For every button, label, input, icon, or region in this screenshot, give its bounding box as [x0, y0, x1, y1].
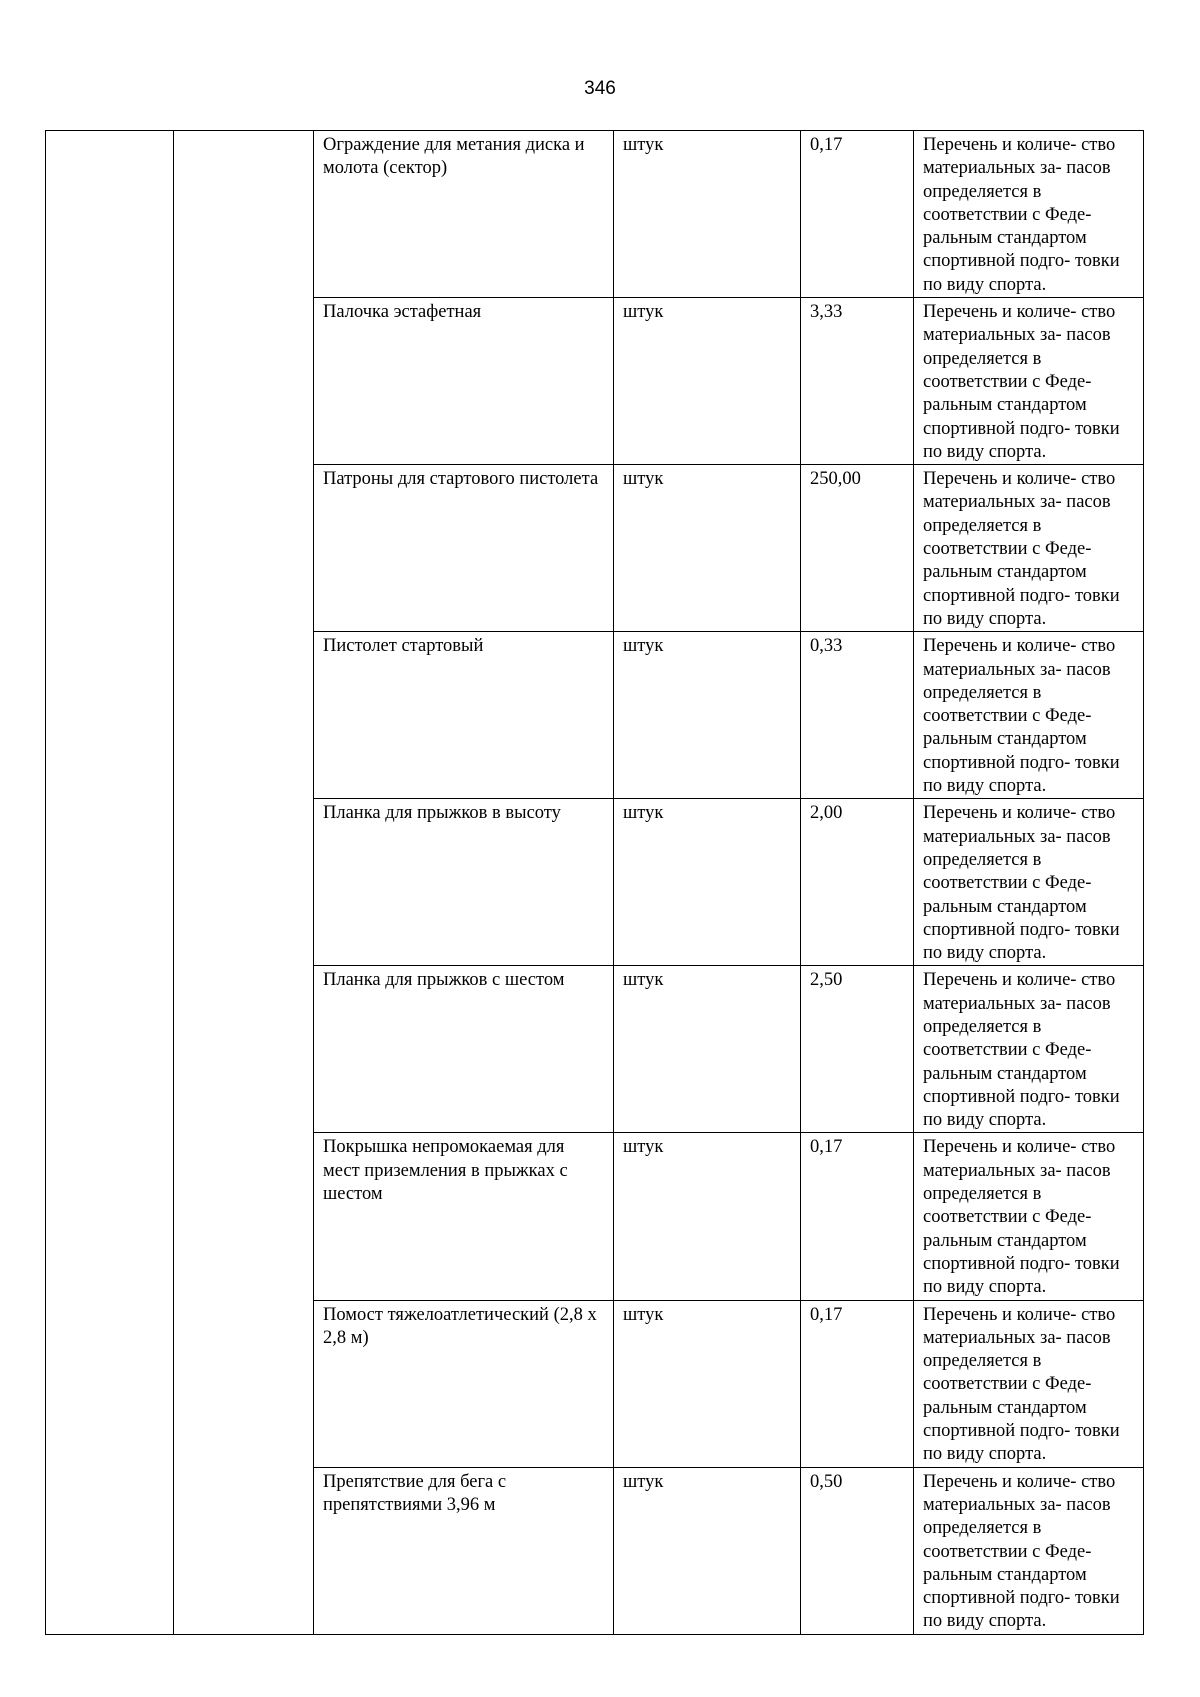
item-note-cell: Перечень и количе- ство материальных за- пасов определяется в соответствии с Феде- ральным стандартом спортивной подго- товки по виду спорта.: [914, 799, 1144, 966]
item-quantity-cell: 0,17: [801, 1300, 914, 1467]
item-name-cell: Препятствие для бега с препятствиями 3,96 м: [314, 1467, 614, 1634]
item-quantity-cell: 3,33: [801, 298, 914, 465]
item-name-cell: Пистолет стартовый: [314, 632, 614, 799]
item-unit-cell: штук: [614, 131, 801, 298]
table-row: [46, 131, 1144, 298]
item-quantity-cell: 0,33: [801, 632, 914, 799]
item-unit-cell: штук: [614, 632, 801, 799]
item-name-cell: Планка для прыжков с шестом: [314, 966, 614, 1133]
item-quantity-cell: 0,17: [801, 1133, 914, 1300]
item-note-cell: Перечень и количе- ство материальных за- пасов определяется в соответствии с Феде- ральным стандартом спортивной подго- товки по виду спорта.: [914, 1300, 1144, 1467]
item-name-cell: Палочка эстафетная: [314, 298, 614, 465]
merged-empty-cell-1: [46, 131, 174, 1635]
page-number: 346: [584, 78, 616, 99]
item-note-cell: Перечень и количе- ство материальных за- пасов определяется в соответствии с Феде- ральным стандартом спортивной подго- товки по виду спорта.: [914, 632, 1144, 799]
item-unit-cell: штук: [614, 298, 801, 465]
equipment-table: [45, 130, 1144, 1635]
item-name-cell: Ограждение для метания диска и молота (сектор): [314, 131, 614, 298]
item-unit-cell: штук: [614, 799, 801, 966]
table-body: [46, 131, 1144, 1635]
item-note-cell: Перечень и количе- ство материальных за- пасов определяется в соответствии с Феде- ральным стандартом спортивной подго- товки по виду спорта.: [914, 966, 1144, 1133]
merged-empty-cell-2: [174, 131, 314, 1635]
item-unit-cell: штук: [614, 1133, 801, 1300]
item-quantity-cell: 2,00: [801, 799, 914, 966]
item-quantity-cell: 250,00: [801, 465, 914, 632]
item-name-cell: Покрышка непромокаемая для мест приземления в прыжках с шестом: [314, 1133, 614, 1300]
item-unit-cell: штук: [614, 465, 801, 632]
item-unit-cell: штук: [614, 966, 801, 1133]
item-note-cell: Перечень и количе- ство материальных за- пасов определяется в соответствии с Феде- ральным стандартом спортивной подго- товки по виду спорта.: [914, 1133, 1144, 1300]
item-unit-cell: штук: [614, 1300, 801, 1467]
item-name-cell: Планка для прыжков в высоту: [314, 799, 614, 966]
item-name-cell: Патроны для стартового пистолета: [314, 465, 614, 632]
item-note-cell: Перечень и количе- ство материальных за- пасов определяется в соответствии с Феде- ральным стандартом спортивной подго- товки по виду спорта.: [914, 131, 1144, 298]
item-note-cell: Перечень и количе- ство материальных за- пасов определяется в соответствии с Феде- ральным стандартом спортивной подго- товки по виду спорта.: [914, 465, 1144, 632]
item-note-cell: Перечень и количе- ство материальных за- пасов определяется в соответствии с Феде- ральным стандартом спортивной подго- товки по виду спорта.: [914, 298, 1144, 465]
item-quantity-cell: 2,50: [801, 966, 914, 1133]
item-unit-cell: штук: [614, 1467, 801, 1634]
item-quantity-cell: 0,50: [801, 1467, 914, 1634]
item-name-cell: Помост тяжелоатлетический (2,8 х 2,8 м): [314, 1300, 614, 1467]
item-quantity-cell: 0,17: [801, 131, 914, 298]
item-note-cell: Перечень и количе- ство материальных за- пасов определяется в соответствии с Феде- ральным стандартом спортивной подго- товки по виду спорта.: [914, 1467, 1144, 1634]
